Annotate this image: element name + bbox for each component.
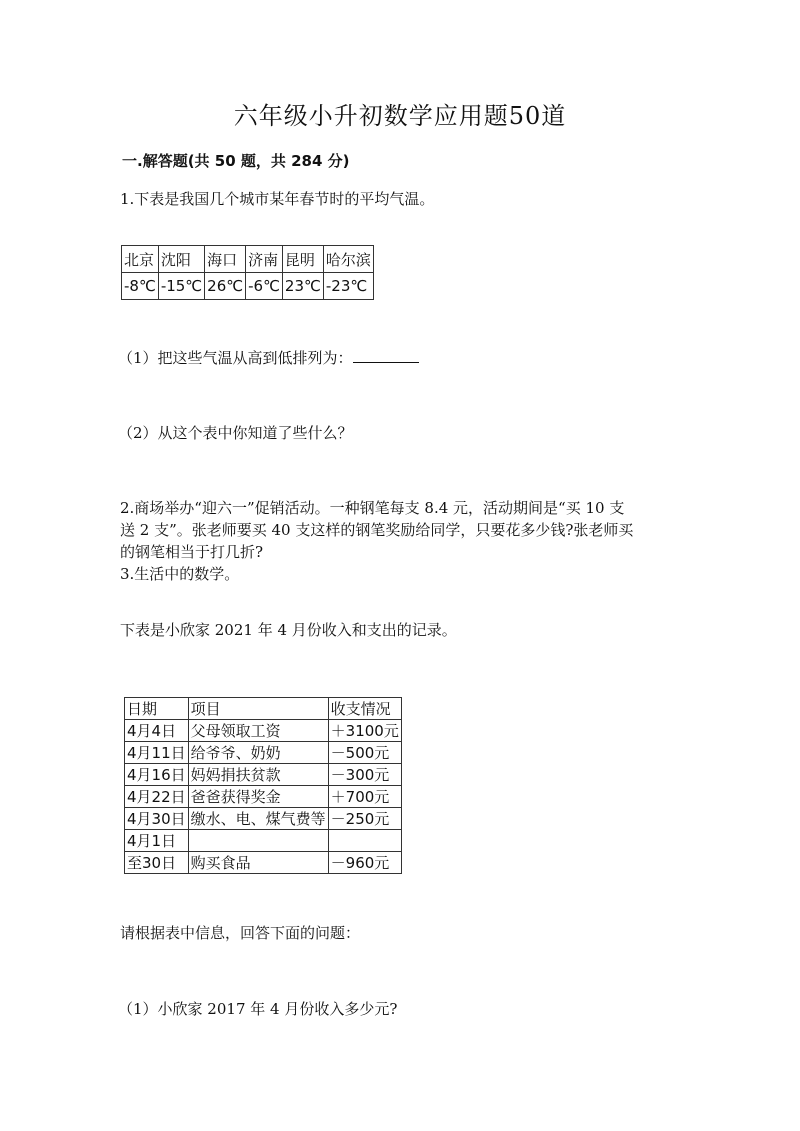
item-cell: 购买食品 (188, 852, 328, 874)
item-cell: 妈妈捐扶贫款 (188, 764, 328, 786)
table-row (125, 830, 402, 852)
item-cell: 爸爸获得奖金 (188, 786, 328, 808)
temperature-cell: -8℃ (122, 273, 159, 300)
table-row (125, 742, 402, 764)
city-cell: 北京 (122, 246, 159, 273)
amount-cell: －300元 (328, 764, 401, 786)
question-1-part-1-text: （1）把这些气温从高到低排列为： (118, 349, 353, 367)
city-cell: 昆明 (282, 246, 323, 273)
question-2-line-1: 2.商场举办“迎六一”促销活动。一种钢笔每支 8.4 元，活动期间是“买 10 支 (120, 499, 625, 517)
table-row (125, 720, 402, 742)
date-cell: 至30日 (125, 852, 189, 874)
date-cell: 4月22日 (125, 786, 189, 808)
page-title: 六年级小升初数学应用题50道 (233, 102, 567, 130)
temperature-row (122, 273, 374, 300)
item-cell: 父母领取工资 (188, 720, 328, 742)
temperature-cell: -6℃ (246, 273, 283, 300)
question-3-intro: 下表是小欣家 2021 年 4 月份收入和支出的记录。 (120, 621, 457, 639)
item-cell (188, 830, 328, 852)
section-heading: 一.解答题(共 50 题，共 284 分) (122, 152, 350, 170)
header-date: 日期 (125, 698, 189, 720)
table-header-row (125, 698, 402, 720)
question-1-part-1 (118, 347, 419, 369)
amount-cell (328, 830, 401, 852)
item-cell: 给爷爷、奶奶 (188, 742, 328, 764)
amount-cell: －250元 (328, 808, 401, 830)
table-row (125, 786, 402, 808)
question-1-text: 1.下表是我国几个城市某年春节时的平均气温。 (120, 190, 435, 208)
date-cell: 4月30日 (125, 808, 189, 830)
amount-cell: ＋700元 (328, 786, 401, 808)
table-row (125, 764, 402, 786)
header-amount: 收支情况 (328, 698, 401, 720)
temperature-cell: 26℃ (205, 273, 246, 300)
amount-cell: －960元 (328, 852, 401, 874)
income-expense-table (124, 697, 402, 874)
temperature-cell: -15℃ (158, 273, 204, 300)
city-cell: 哈尔滨 (323, 246, 373, 273)
question-3-heading: 3.生活中的数学。 (120, 565, 240, 583)
date-cell: 4月11日 (125, 742, 189, 764)
amount-cell: ＋3100元 (328, 720, 401, 742)
date-cell: 4月4日 (125, 720, 189, 742)
item-cell: 缴水、电、煤气费等 (188, 808, 328, 830)
temperature-cell: -23℃ (323, 273, 373, 300)
table-row (125, 808, 402, 830)
question-3-prompt: 请根据表中信息，回答下面的问题： (120, 924, 361, 942)
table-row (125, 852, 402, 874)
question-2-line-2: 送 2 支”。张老师要买 40 支这样的钢笔奖励给同学，只要花多少钱?张老师买 (120, 521, 634, 539)
temperature-cell: 23℃ (282, 273, 323, 300)
date-cell: 4月1日 (125, 830, 189, 852)
answer-blank (353, 348, 419, 363)
question-3-part-1: （1）小欣家 2017 年 4 月份收入多少元? (118, 1000, 398, 1018)
header-item: 项目 (188, 698, 328, 720)
city-row (122, 246, 374, 273)
amount-cell: －500元 (328, 742, 401, 764)
city-cell: 海口 (205, 246, 246, 273)
question-2-line-3: 的钢笔相当于打几折? (120, 543, 264, 561)
city-cell: 济南 (246, 246, 283, 273)
date-cell: 4月16日 (125, 764, 189, 786)
city-cell: 沈阳 (158, 246, 204, 273)
temperature-table (121, 245, 374, 300)
question-1-part-2: （2）从这个表中你知道了些什么？ (118, 424, 353, 442)
